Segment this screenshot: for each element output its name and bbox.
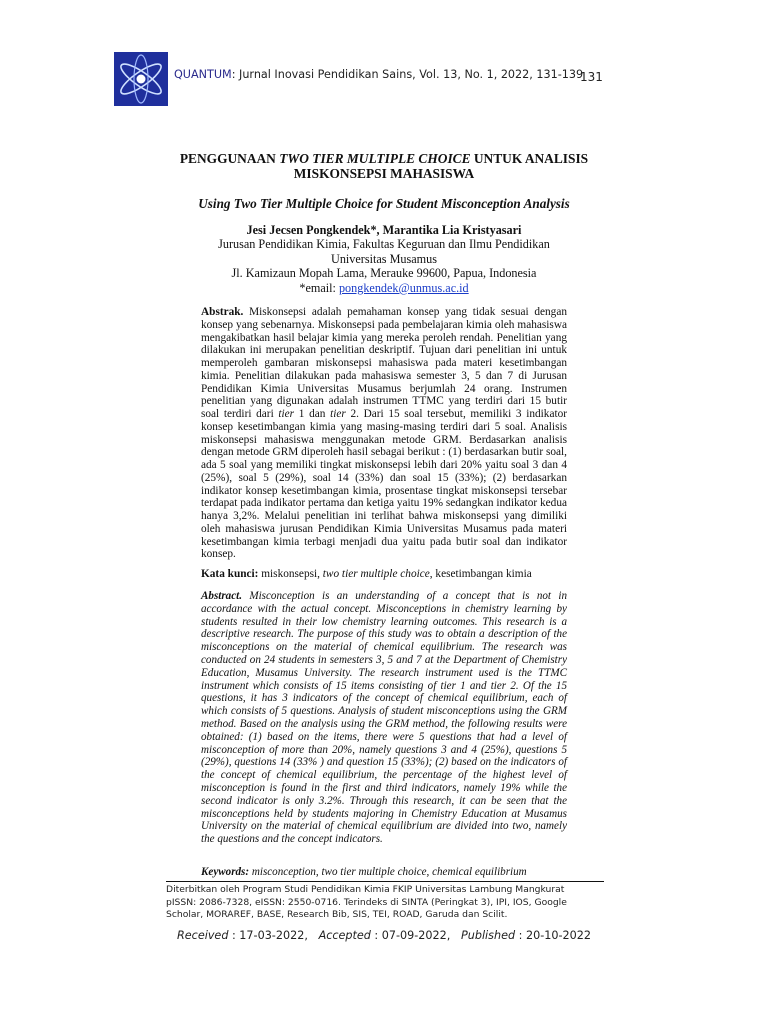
affiliation-line: Jurusan Pendidikan Kimia, Fakultas Keguruan dan Ilmu Pendidikan [218, 237, 550, 251]
paper-title [110, 151, 658, 181]
received-date: : 17-03-2022, [228, 929, 308, 942]
keywords-text: misconception, two tier multiple choice, chemical equilibrium [249, 866, 527, 878]
abstract-indonesian [201, 306, 567, 561]
abstract-text: Miskonsepsi adalah pemahaman konsep yang tidak sesuai dengan konsep yang sebenarnya. Miskonsepsi pada pembelajaran kimia oleh mahasiswa mengakibatkan hasil belajar kimia yang mereka peroleh rendah. Penelitian yang dilakukan ini merupakan penelitian deskriptif. Tujuan dari penelitian ini untuk memperoleh gambaran miskonsepsi mahasiswa pada materi kesetimbangan kimia. Penelitian dilakukan pada mahasiswa semester 3, 5 dan 7 di Jurusan Pendidikan Kimia Universitas Musamus berjumlah 24 orang. Instrumen penelitian yang digunakan adalah instrumen TTMC yang terdiri dari 15 butir soal terdiri dari [201, 306, 567, 420]
article-dates [110, 929, 658, 942]
publisher-line: Diterbitkan oleh Program Studi Pendidikan Kimia FKIP Universitas Lambung Mangkurat [166, 884, 565, 895]
kata-kunci-italic: two tier multiple choice [322, 568, 430, 580]
accepted-date: : 07-09-2022, [370, 929, 451, 942]
indexing-line: pISSN: 2086-7328, eISSN: 2550-0716. Terindeks di SINTA (Peringkat 3), IPI, IOS, Google Scholar, MORAREF, BASE, Research Bib, SIS, TEI, ROAD, Garuda dan Scilit. [166, 896, 567, 921]
kata-kunci-text: miskonsepsi, [258, 568, 323, 580]
affiliation-line: Universitas Musamus [331, 251, 437, 266]
footer-divider [166, 881, 604, 882]
abstract-label: Abstrak. [201, 306, 244, 318]
english-title: Using Two Tier Multiple Choice for Student Misconception Analysis [198, 196, 570, 211]
abstract-english [201, 590, 567, 846]
email-line [110, 281, 658, 296]
keywords [201, 866, 567, 878]
accepted-label: Accepted [318, 929, 371, 942]
published-date: : 20-10-2022 [515, 929, 591, 942]
title-italic-part: TWO TIER MULTIPLE CHOICE [279, 151, 471, 166]
title-part: PENGGUNAAN [179, 151, 280, 166]
journal-citation: : Jurnal Inovasi Pendidikan Sains, Vol. 13, No. 1, 2022, 131-139 [231, 68, 584, 81]
page-number: 131 [580, 70, 603, 84]
published-label: Published [461, 929, 516, 942]
email-link[interactable]: pongkendek@unmus.ac.id [338, 280, 469, 295]
abstract-text-italic: tier [330, 408, 346, 420]
kata-kunci-label: Kata kunci: [201, 568, 259, 580]
email-label: *email: [299, 280, 339, 295]
abstract-text-italic: tier [278, 408, 295, 420]
keywords-label: Keywords: [201, 866, 250, 878]
quantum-atom-logo-icon [114, 52, 168, 106]
running-header [174, 68, 583, 81]
title-part: UNTUK ANALISIS [470, 151, 589, 166]
address-line: Jl. Kamizaun Mopah Lama, Merauke 99600, Papua, Indonesia [231, 266, 537, 281]
abstract-text: 2. Dari 15 soal tersebut, memiliki 3 indikator konsep kesetimbangan kimia yang masing-masing terdiri dari 5 soal. Analisis miskonsepsi mahasiswa menggunakan metode GRM. Berdasarkan analisis dengan metode GRM diperoleh hasil sebagai berikut : (1) berdasarkan butir soal, ada 5 soal yang memiliki tingkat miskonsepsi lebih dari 20% yaitu soal 3 dan 4 (25%), soal 5 (29%), soal 14 (33%) dan soal 15 (33%); (2) berdasarkan indikator konsep kesetimbangan kimia, prosentase tingkat miskonsepsi tersebar terdapat pada indikator pertama dan ketiga yaitu 19% sedangkan indikator kedua hanya 3,2%. Melalui penelitian ini terlihat bahwa miskonsepsi yang dimiliki oleh mahasiswa jurusan Pendidikan Kimia Universitas Musamus pada materi kesetimbangan kimia terbagi menjadi dua yaitu pada butir soal dan indikator konsep. [201, 408, 568, 561]
kata-kunci-text: , kesetimbangan kimia [429, 568, 532, 580]
abstract-en-text: Misconception is an understanding of a concept that is not in accordance with the actual concept. Misconceptions in chemistry learning by students resulted in their low chemistry learning outcomes. This research is a descriptive research. The purpose of this study was to obtain a description of the misconceptions on the material of chemical equilibrium. The research was conducted on 24 students in semesters 3, 5 and 7 at the Department of Chemistry Education, Musamus University. The research instrument used is the TTMC instrument which consists of 15 items consisting of tier 1 and tier 2. Of the 15 questions, it has 3 indicators of the concept of chemical equilibrium, each of which consists of 5 questions. Analysis of student misconceptions using the GRM method. Based on the analysis using the GRM method, the following results were obtained: (1) based on the items, there were 5 questions that had a level of misconception of more than 20%, namely questions 3 and 4 (25%), questions 5 (29%), questions 14 (33% ) and question 15 (33%); (2) based on the indicators of the concept of chemical equilibrium, the percentage of the highest level of misconception is found in the first and third indicators, namely 19% while the second indicator is only 3.2%. Through this research, it can be seen that the misconceptions held by students majoring in Chemistry Education at Musamus University on the material of chemical equilibrium are divided into two, namely the questions and the concept indicators. [201, 590, 567, 846]
title-line-2: MISKONSEPSI MAHASISWA [293, 166, 475, 181]
kata-kunci [201, 568, 567, 580]
affiliation [110, 237, 658, 295]
abstract-text: 1 dan [294, 408, 331, 420]
journal-name: QUANTUM [174, 68, 232, 81]
author-list: Jesi Jecsen Pongkendek*, Marantika Lia Kristyasari [246, 223, 522, 237]
abstract-en-label: Abstract. [201, 590, 242, 602]
received-label: Received [177, 929, 229, 942]
publisher-footer [166, 884, 606, 922]
